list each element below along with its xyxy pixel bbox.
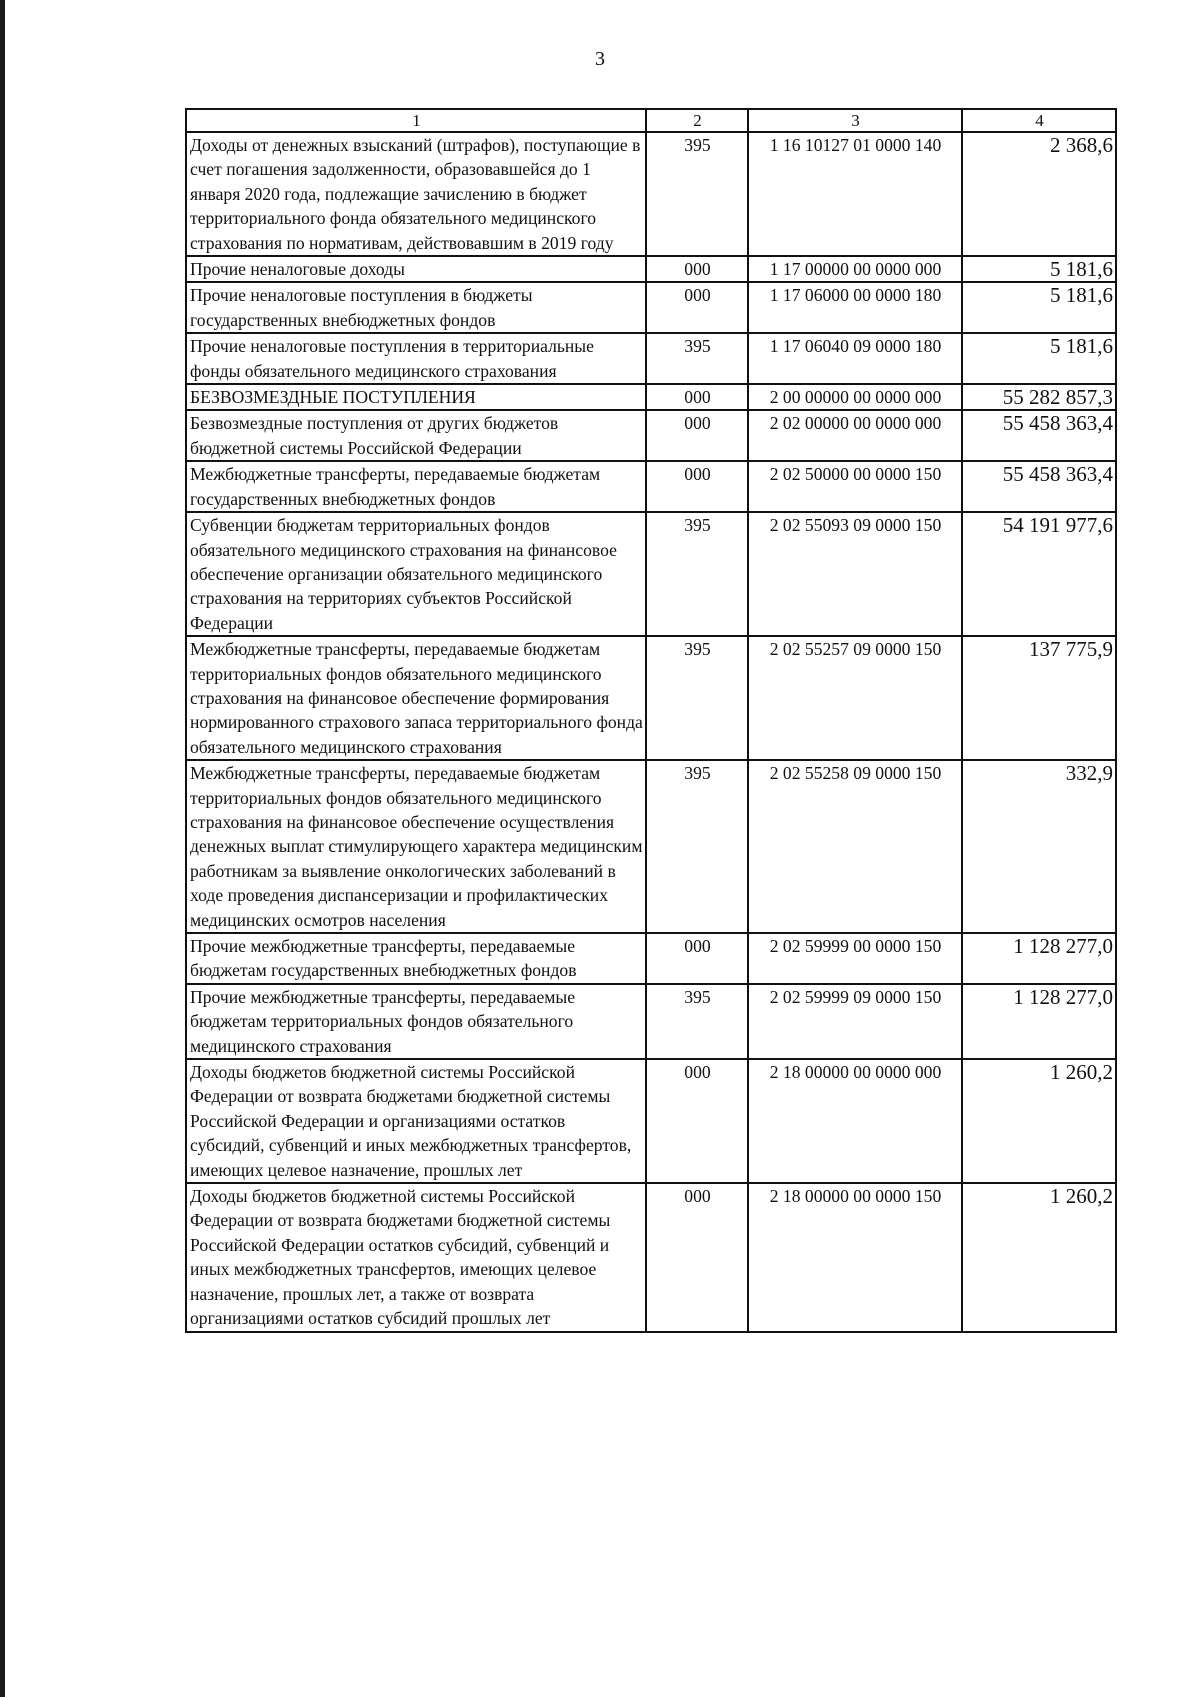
header-col-3: 3 (748, 109, 962, 132)
table-row (186, 636, 1116, 760)
budget-classification-code: 2 18 00000 00 0000 150 (748, 1183, 962, 1331)
table-header-row (186, 109, 1116, 132)
admin-code: 395 (646, 760, 748, 933)
header-col-2: 2 (646, 109, 748, 132)
amount: 54 191 977,6 (962, 512, 1116, 636)
admin-code: 000 (646, 1059, 748, 1183)
budget-classification-code: 2 02 00000 00 0000 000 (748, 410, 962, 461)
amount: 1 128 277,0 (962, 984, 1116, 1059)
revenue-table (185, 108, 1117, 1333)
budget-classification-code: 1 17 00000 00 0000 000 (748, 256, 962, 282)
revenue-name: Доходы от денежных взысканий (штрафов), поступающие в счет погашения задолженности, образовавшейся до 1 января 2020 года, подлежащие зачислению в бюджет территориального фонда обязательного медицинского страхования по нормативам, действовавшим в 2019 году (186, 132, 646, 256)
amount: 2 368,6 (962, 132, 1116, 256)
amount: 5 181,6 (962, 333, 1116, 384)
budget-classification-code: 2 00 00000 00 0000 000 (748, 384, 962, 410)
amount: 1 260,2 (962, 1059, 1116, 1183)
revenue-name: Прочие межбюджетные трансферты, передаваемые бюджетам государственных внебюджетных фондов (186, 933, 646, 984)
page-number: 3 (595, 48, 605, 70)
admin-code: 000 (646, 256, 748, 282)
budget-classification-code: 2 02 55093 09 0000 150 (748, 512, 962, 636)
revenue-name: Доходы бюджетов бюджетной системы Российской Федерации от возврата бюджетами бюджетной системы Российской Федерации остатков субсидий, субвенций и иных межбюджетных трансфертов, имеющих целевое назначение, прошлых лет, а также от возврата организациями остатков субсидий прошлых лет (186, 1183, 646, 1331)
revenue-name: Межбюджетные трансферты, передаваемые бюджетам территориальных фондов обязательного медицинского страхования на финансовое обеспечение формирования нормированного страхового запаса территориального фонда обязательного медицинского страхования (186, 636, 646, 760)
revenue-name: Межбюджетные трансферты, передаваемые бюджетам территориальных фондов обязательного медицинского страхования на финансовое обеспечение осуществления денежных выплат стимулирующего характера медицинским работникам за выявление онкологических заболеваний в ходе проведения диспансеризации и профилактических медицинских осмотров населения (186, 760, 646, 933)
table-row (186, 132, 1116, 256)
table-row (186, 1059, 1116, 1183)
table-row (186, 933, 1116, 984)
revenue-name: Безвозмездные поступления от других бюджетов бюджетной системы Российской Федерации (186, 410, 646, 461)
amount: 5 181,6 (962, 282, 1116, 333)
table-row (186, 760, 1116, 933)
amount: 5 181,6 (962, 256, 1116, 282)
admin-code: 395 (646, 512, 748, 636)
budget-classification-code: 1 17 06000 00 0000 180 (748, 282, 962, 333)
admin-code: 000 (646, 1183, 748, 1331)
admin-code: 000 (646, 410, 748, 461)
revenue-name: БЕЗВОЗМЕЗДНЫЕ ПОСТУПЛЕНИЯ (186, 384, 646, 410)
admin-code: 395 (646, 132, 748, 256)
amount: 55 282 857,3 (962, 384, 1116, 410)
budget-classification-code: 1 17 06040 09 0000 180 (748, 333, 962, 384)
revenue-name: Субвенции бюджетам территориальных фондов обязательного медицинского страхования на финансовое обеспечение организации обязательного медицинского страхования на территориях субъектов Российской Федерации (186, 512, 646, 636)
admin-code: 395 (646, 333, 748, 384)
table-row (186, 461, 1116, 512)
admin-code: 395 (646, 984, 748, 1059)
header-col-4: 4 (962, 109, 1116, 132)
amount: 55 458 363,4 (962, 410, 1116, 461)
budget-classification-code: 2 02 55257 09 0000 150 (748, 636, 962, 760)
revenue-name: Прочие межбюджетные трансферты, передаваемые бюджетам территориальных фондов обязательного медицинского страхования (186, 984, 646, 1059)
scan-edge (0, 0, 5, 1697)
table-row (186, 410, 1116, 461)
amount: 55 458 363,4 (962, 461, 1116, 512)
admin-code: 395 (646, 636, 748, 760)
table-row (186, 333, 1116, 384)
amount: 1 128 277,0 (962, 933, 1116, 984)
admin-code: 000 (646, 933, 748, 984)
budget-classification-code: 2 02 59999 00 0000 150 (748, 933, 962, 984)
amount: 332,9 (962, 760, 1116, 933)
table-row (186, 256, 1116, 282)
amount: 1 260,2 (962, 1183, 1116, 1331)
admin-code: 000 (646, 384, 748, 410)
budget-classification-code: 1 16 10127 01 0000 140 (748, 132, 962, 256)
admin-code: 000 (646, 461, 748, 512)
header-col-1: 1 (186, 109, 646, 132)
table-row (186, 1183, 1116, 1331)
amount: 137 775,9 (962, 636, 1116, 760)
admin-code: 000 (646, 282, 748, 333)
revenue-name: Межбюджетные трансферты, передаваемые бюджетам государственных внебюджетных фондов (186, 461, 646, 512)
table-row (186, 984, 1116, 1059)
revenue-name: Прочие неналоговые поступления в бюджеты государственных внебюджетных фондов (186, 282, 646, 333)
budget-classification-code: 2 02 50000 00 0000 150 (748, 461, 962, 512)
table-row (186, 282, 1116, 333)
table-row (186, 512, 1116, 636)
budget-classification-code: 2 02 59999 09 0000 150 (748, 984, 962, 1059)
budget-classification-code: 2 02 55258 09 0000 150 (748, 760, 962, 933)
budget-classification-code: 2 18 00000 00 0000 000 (748, 1059, 962, 1183)
revenue-name: Доходы бюджетов бюджетной системы Российской Федерации от возврата бюджетами бюджетной системы Российской Федерации и организациями остатков субсидий, субвенций и иных межбюджетных трансфертов, имеющих целевое назначение, прошлых лет (186, 1059, 646, 1183)
revenue-name: Прочие неналоговые доходы (186, 256, 646, 282)
table-row (186, 384, 1116, 410)
revenue-name: Прочие неналоговые поступления в территориальные фонды обязательного медицинского страхования (186, 333, 646, 384)
